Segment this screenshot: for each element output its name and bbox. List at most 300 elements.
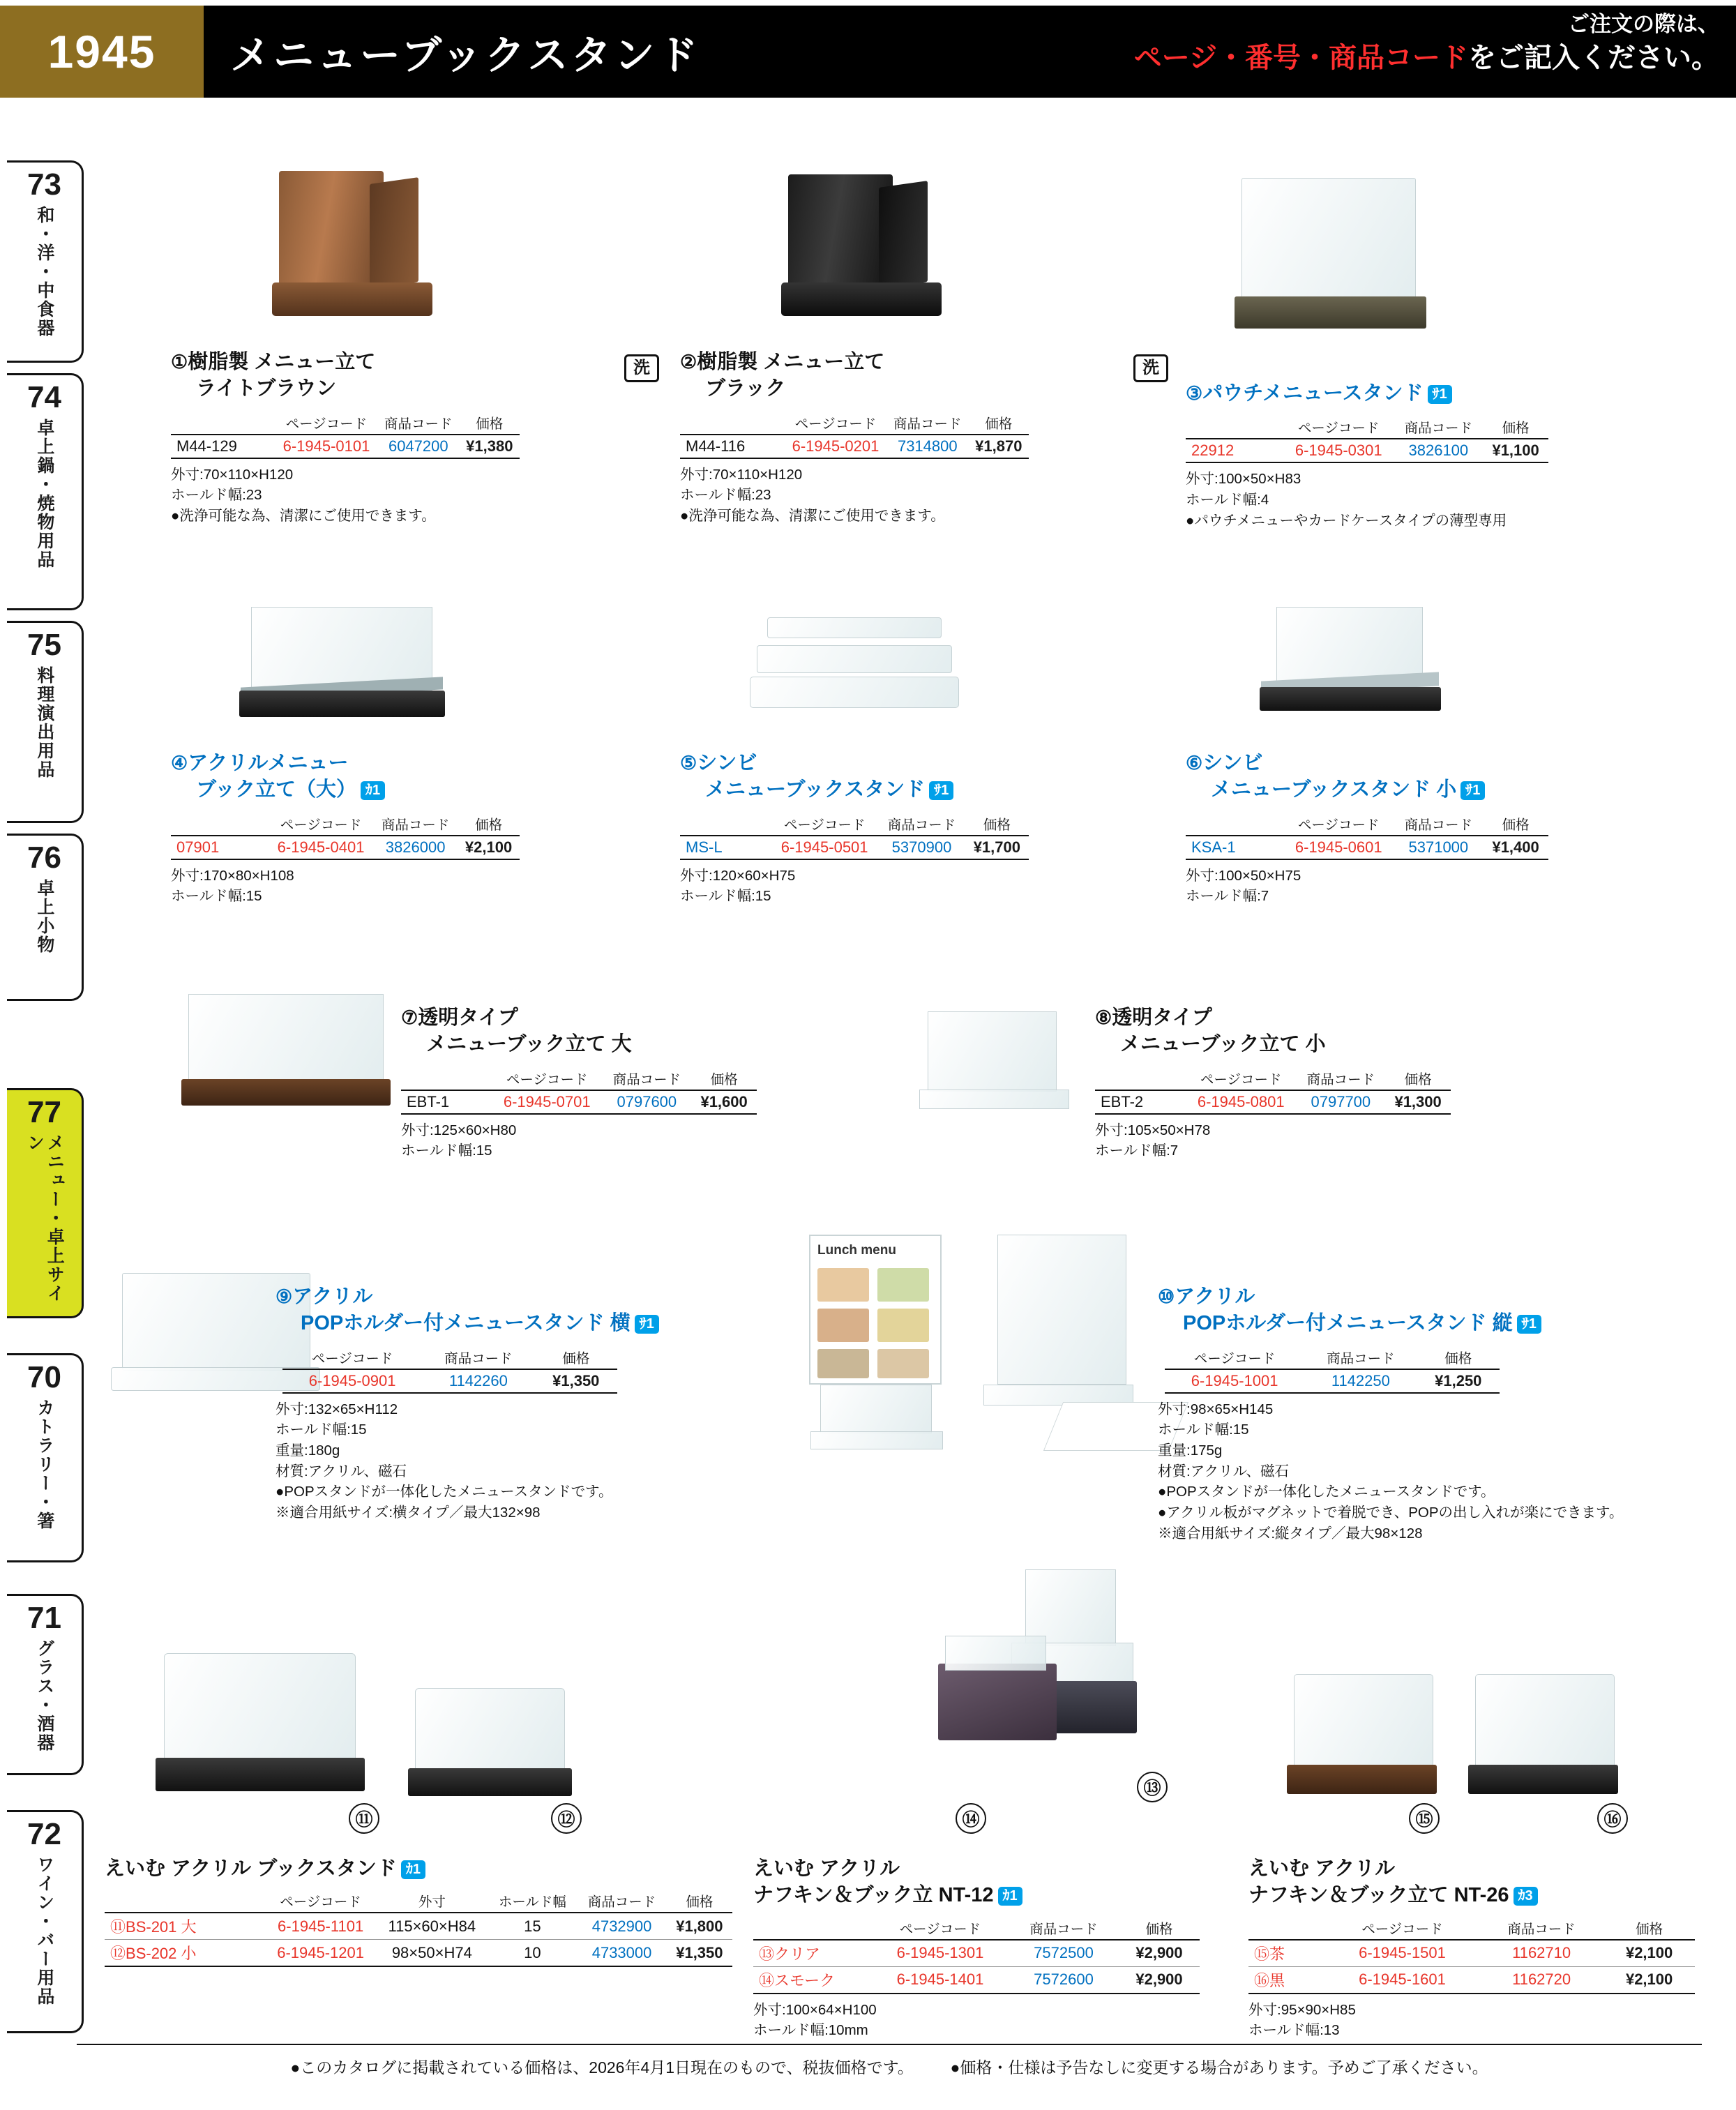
th-price: 価格 <box>1145 1921 1173 1937</box>
product-4-number: ④ <box>171 753 188 774</box>
th-price: 価格 <box>983 817 1011 833</box>
product-11-price: ¥1,800 <box>667 1913 732 1940</box>
product-8-page-code: 6-1945-0801 <box>1186 1090 1296 1114</box>
product-1 <box>171 349 659 527</box>
series-badge: ｶ1 <box>401 1860 425 1879</box>
product-8-item-code: 0797700 <box>1296 1090 1385 1114</box>
product-10-spec-2: 重量:175g <box>1158 1442 1223 1459</box>
series-badge: ｻ1 <box>635 1315 659 1334</box>
product-8-model: EBT-2 <box>1095 1090 1186 1114</box>
th-item-code: 商品コード <box>381 817 450 833</box>
product-1-name <box>171 349 659 402</box>
product-7 <box>401 1004 931 1161</box>
pop-sample-image <box>795 1235 963 1465</box>
product-5-page-code: 6-1945-0501 <box>771 836 878 859</box>
product-10-spec-1: ホールド幅:15 <box>1158 1422 1249 1438</box>
sidebar-item-72-number: 72 <box>27 1817 61 1851</box>
product-3-spec-1: ホールド幅:4 <box>1186 491 1269 508</box>
product-3-spec-0: 外寸:100×50×H83 <box>1186 471 1301 488</box>
product-15-16 <box>1248 1855 1736 2041</box>
product-10-spec-5: ●アクリル板がマグネットで着脱でき、POPの出し入れが楽にできます。 <box>1158 1505 1624 1521</box>
footer <box>77 2044 1702 2078</box>
product-13-price: ¥2,900 <box>1119 1940 1200 1967</box>
product-7-spec-0: 外寸:125×60×H80 <box>401 1122 517 1138</box>
page-title: メニューブックスタンド <box>230 33 701 78</box>
product-16-model <box>1248 1966 1325 1994</box>
sidebar-item-71-label: グラス・酒器 <box>34 1639 54 1752</box>
series-badge: ｶ1 <box>998 1887 1022 1906</box>
product-13-name-line1: えいむ アクリル <box>753 1857 900 1880</box>
product-11-model <box>105 1913 265 1940</box>
table-row <box>105 1940 732 1967</box>
product-3-name <box>1186 380 1716 407</box>
th-page-code: ページコード <box>1193 1350 1276 1366</box>
wash-badge: 洗 <box>624 354 659 382</box>
product-13-page-code: 6-1945-1301 <box>872 1940 1009 1967</box>
product-7-price: ¥1,600 <box>691 1090 757 1114</box>
product-16-price: ¥2,100 <box>1603 1966 1695 1994</box>
sidebar-item-76-number: 76 <box>27 841 61 875</box>
product-6-page-code: 6-1945-0601 <box>1283 836 1394 859</box>
product-3-name-line1: パウチメニュースタンド <box>1202 382 1424 405</box>
product-13-name-line2-wrap <box>753 1882 1297 1908</box>
product-8 <box>1095 1004 1625 1161</box>
product-1-model: M44-129 <box>171 435 276 458</box>
th-item-code: 商品コード <box>1327 1350 1395 1366</box>
product-8-price-table <box>1095 1068 1451 1115</box>
product-5-model: MS-L <box>680 836 771 859</box>
product-14-price: ¥2,900 <box>1119 1966 1200 1994</box>
product-1-name-line1: 樹脂製 メニュー立て <box>188 351 376 373</box>
table-row <box>1186 836 1548 859</box>
product-11-item-code: 4732900 <box>577 1913 666 1940</box>
product-2-spec-1: ホールド幅:23 <box>680 487 771 504</box>
product-14-model-text: スモーク <box>774 1971 836 1989</box>
footer-note-1: ●このカタログに掲載されている価格は、2026年4月1日現在のもので、税抜価格です。 <box>290 2058 914 2077</box>
product-7-name-line2: メニューブック立て 大 <box>426 1033 632 1056</box>
product-11-model-text: BS-201 大 <box>126 1918 197 1936</box>
product-2 <box>680 349 1168 527</box>
th-item-code: 商品コード <box>612 1071 681 1087</box>
product-7-item-code: 0797600 <box>602 1090 691 1114</box>
table-row <box>1165 1369 1500 1393</box>
th-item-code: 商品コード <box>444 1350 513 1366</box>
product-12-number: ⑫ <box>110 1945 126 1963</box>
product-5-specs <box>680 866 1210 907</box>
image-number-12: ⑫ <box>551 1803 582 1834</box>
product-7-name-line1: 透明タイプ <box>418 1007 518 1029</box>
series-badge: ｶ3 <box>1514 1887 1538 1906</box>
product-5-spec-1: ホールド幅:15 <box>680 888 771 905</box>
series-badge: ｻ1 <box>929 781 953 800</box>
product-6-specs <box>1186 866 1716 907</box>
product-15-name-line1: えいむ アクリル <box>1248 1857 1396 1880</box>
product-14-model <box>753 1966 872 1994</box>
sidebar-item-73-label: 和・洋・中食器 <box>34 206 54 338</box>
th-page-code: ページコード <box>1200 1071 1282 1087</box>
table-row <box>401 1090 757 1114</box>
product-2-name-line2: ブラック <box>705 377 786 400</box>
th-item-code: 商品コード <box>1404 817 1473 833</box>
product-15-price: ¥2,100 <box>1603 1940 1695 1967</box>
product-6-model: KSA-1 <box>1186 836 1283 859</box>
table-row <box>105 1913 732 1940</box>
sidebar-item-74[interactable] <box>7 373 84 610</box>
product-6-name-line2: メニューブックスタンド 小 <box>1211 778 1457 801</box>
product-8-name-line1: 透明タイプ <box>1112 1007 1212 1029</box>
th-page-code: ページコード <box>1361 1921 1443 1937</box>
product-16-image <box>1468 1674 1629 1821</box>
th-price: 価格 <box>1404 1071 1432 1087</box>
product-15-image <box>1287 1674 1447 1821</box>
product-9-name-line1: アクリル <box>292 1286 373 1308</box>
product-4-price: ¥2,100 <box>458 836 520 859</box>
product-12-model-text: BS-202 小 <box>126 1945 197 1963</box>
product-7-page-code: 6-1945-0701 <box>492 1090 602 1114</box>
product-1-page-code: 6-1945-0101 <box>276 435 377 458</box>
th-price: 価格 <box>476 416 504 432</box>
series-badge: ｻ1 <box>1428 385 1452 404</box>
side-tab-nav <box>0 133 92 2016</box>
product-13-14-image <box>914 1569 1165 1821</box>
product-6-image <box>1248 607 1458 743</box>
table-row <box>753 1940 1200 1967</box>
series-badge: ｻ1 <box>1460 781 1485 800</box>
sidebar-item-72[interactable] <box>7 1810 84 2033</box>
product-14-number: ⑭ <box>759 1971 775 1989</box>
product-9-page-code: 6-1945-0901 <box>282 1369 422 1393</box>
product-8-specs <box>1095 1120 1625 1161</box>
table-row <box>282 1369 617 1393</box>
th-page-code: ページコード <box>311 1350 393 1366</box>
image-number-13: ⑬ <box>1137 1772 1168 1802</box>
product-14-item-code: 7572600 <box>1009 1966 1119 1994</box>
product-4-name-line2-wrap <box>171 776 659 803</box>
product-4-page-code: 6-1945-0401 <box>269 836 373 859</box>
product-3-item-code: 3826100 <box>1394 439 1483 462</box>
product-4-specs <box>171 866 659 907</box>
product-13-model-text: クリア <box>774 1945 821 1963</box>
product-9-name-line2: POPホルダー付メニュースタンド 横 <box>301 1312 631 1335</box>
product-5-number: ⑤ <box>680 753 697 774</box>
th-price: 価格 <box>710 1071 738 1087</box>
product-14-page-code: 6-1945-1401 <box>872 1966 1009 1994</box>
product-15-name-line2: ナフキン＆ブック立て NT-26 <box>1248 1884 1509 1907</box>
sidebar-item-75-label: 料理演出用品 <box>34 666 54 779</box>
sidebar-item-71[interactable] <box>7 1594 84 1775</box>
product-3-price: ¥1,100 <box>1483 439 1548 462</box>
product-2-page-code: 6-1945-0201 <box>785 435 886 458</box>
product-11-name <box>105 1855 732 1882</box>
product-15-specs <box>1248 2000 1736 2041</box>
product-15-spec-0: 外寸:95×90×H85 <box>1248 2001 1356 2018</box>
product-4-name <box>171 750 659 804</box>
product-2-name <box>680 349 1168 402</box>
product-8-spec-0: 外寸:105×50×H78 <box>1095 1122 1211 1138</box>
product-12-page-code: 6-1945-1201 <box>265 1940 376 1967</box>
product-15-name-line2-wrap <box>1248 1882 1736 1908</box>
product-10-spec-3: 材質:アクリル、磁石 <box>1158 1463 1289 1479</box>
th-item-code: 商品コード <box>1029 1921 1098 1937</box>
product-10-spec-0: 外寸:98×65×H145 <box>1158 1401 1274 1417</box>
wash-badge: 洗 <box>1133 354 1168 382</box>
product-7-spec-1: ホールド幅:15 <box>401 1143 492 1159</box>
product-9-spec-1: ホールド幅:15 <box>276 1422 367 1438</box>
product-2-spec-0: 外寸:70×110×H120 <box>680 466 803 483</box>
product-1-price: ¥1,380 <box>460 435 520 458</box>
product-10 <box>1158 1283 1730 1544</box>
product-2-name-line1: 樹脂製 メニュー立て <box>697 351 885 373</box>
th-page-code: ページコード <box>783 817 866 833</box>
product-5-price-table <box>680 813 1029 860</box>
th-page-code: ページコード <box>794 416 877 432</box>
product-12-price: ¥1,350 <box>667 1940 732 1967</box>
th-price: 価格 <box>1502 421 1530 437</box>
product-5-name-line2: メニューブックスタンド <box>705 778 926 801</box>
product-11-number: ⑪ <box>110 1918 126 1936</box>
product-9-number: ⑨ <box>276 1286 293 1307</box>
product-5-image <box>739 614 969 746</box>
product-3-specs <box>1186 469 1716 531</box>
product-13-specs <box>753 2000 1297 2041</box>
order-note-line2 <box>1092 39 1719 77</box>
product-16-page-code: 6-1945-1601 <box>1325 1966 1479 1994</box>
th-price: 価格 <box>475 817 503 833</box>
th-page-code: ページコード <box>280 1894 361 1911</box>
product-10-image <box>969 1228 1186 1458</box>
sidebar-item-73-number: 73 <box>27 167 61 202</box>
page-number: 1945 <box>0 6 204 98</box>
product-15-number: ⑮ <box>1254 1945 1270 1963</box>
th-price: 価格 <box>985 416 1013 432</box>
product-1-item-code: 6047200 <box>377 435 460 458</box>
product-4-item-code: 3826000 <box>373 836 458 859</box>
product-7-price-table <box>401 1068 757 1115</box>
image-number-15: ⑮ <box>1409 1803 1440 1834</box>
product-16-model-text: 黒 <box>1269 1971 1285 1989</box>
image-number-11: ⑪ <box>349 1803 379 1834</box>
footer-note-2: ●価格・仕様は予告なしに変更する場合があります。予めご了承ください。 <box>950 2058 1488 2077</box>
product-4-name-line1: アクリルメニュー <box>188 752 349 774</box>
product-6-price: ¥1,400 <box>1483 836 1548 859</box>
product-11-name-line1: えいむ アクリル ブックスタンド <box>105 1857 397 1880</box>
product-10-price-table <box>1165 1347 1500 1394</box>
product-6-spec-1: ホールド幅:7 <box>1186 888 1269 905</box>
product-16-number: ⑯ <box>1254 1971 1270 1989</box>
product-9-price: ¥1,350 <box>535 1369 617 1393</box>
product-16-item-code: 1162720 <box>1479 1966 1603 1994</box>
product-13-14 <box>753 1855 1297 2041</box>
th-page-code: ページコード <box>1297 421 1380 437</box>
table-row <box>1095 1090 1451 1114</box>
product-10-item-code: 1142250 <box>1304 1369 1417 1393</box>
product-13-model <box>753 1940 872 1967</box>
product-11-size: 115×60×H84 <box>376 1913 488 1940</box>
th-item-code: 商品コード <box>887 817 956 833</box>
th-hold: ホールド幅 <box>498 1894 566 1911</box>
product-7-specs <box>401 1120 931 1161</box>
product-3-page-code: 6-1945-0301 <box>1283 439 1394 462</box>
product-8-price: ¥1,300 <box>1385 1090 1451 1114</box>
th-item-code: 商品コード <box>1404 421 1473 437</box>
table-row <box>1248 1966 1695 1994</box>
th-item-code: 商品コード <box>1306 1071 1375 1087</box>
product-10-page-code: 6-1945-1001 <box>1165 1369 1304 1393</box>
table-row <box>1186 439 1548 462</box>
table-row <box>171 836 520 859</box>
sidebar-item-77-number: 77 <box>27 1095 61 1129</box>
product-5-price: ¥1,700 <box>965 836 1029 859</box>
sidebar-item-74-number: 74 <box>27 380 61 414</box>
product-1-specs <box>171 465 659 527</box>
product-5-name <box>680 750 1210 804</box>
sidebar-item-70[interactable] <box>7 1353 84 1562</box>
product-10-price: ¥1,250 <box>1417 1369 1500 1393</box>
th-page-code: ページコード <box>506 1071 588 1087</box>
product-12-model <box>105 1940 265 1967</box>
product-15-price-table <box>1248 1917 1695 1994</box>
product-8-image <box>914 1011 1088 1137</box>
table-row <box>680 435 1029 458</box>
product-8-name-line2: メニューブック立て 小 <box>1120 1033 1326 1056</box>
product-5-spec-0: 外寸:120×60×H75 <box>680 867 796 884</box>
product-1-name-line2: ライトブラウン <box>196 377 337 400</box>
sidebar-item-75-number: 75 <box>27 628 61 662</box>
product-6-item-code: 5371000 <box>1394 836 1483 859</box>
product-8-number: ⑧ <box>1095 1007 1112 1028</box>
sidebar-item-76-label: 卓上小物 <box>34 879 54 954</box>
product-2-spec-2: ●洗浄可能な為、清潔にご使用できます。 <box>680 507 945 524</box>
product-11-12 <box>105 1855 732 1967</box>
product-10-specs <box>1158 1399 1730 1544</box>
product-4 <box>171 750 659 907</box>
th-price: 価格 <box>1444 1350 1472 1366</box>
product-2-specs <box>680 465 1168 527</box>
product-5-name-line2-wrap <box>680 776 1210 803</box>
product-4-spec-0: 外寸:170×80×H108 <box>171 867 294 884</box>
product-4-spec-1: ホールド幅:15 <box>171 888 262 905</box>
sidebar-item-70-label: カトラリー・箸 <box>34 1399 54 1530</box>
product-2-price-table <box>680 412 1029 459</box>
product-4-model: 07901 <box>171 836 269 859</box>
product-12-size: 98×50×H74 <box>376 1940 488 1967</box>
product-2-image <box>774 174 949 331</box>
product-5-item-code: 5370900 <box>878 836 965 859</box>
product-3-number: ③ <box>1186 383 1203 404</box>
th-item-code: 商品コード <box>893 416 962 432</box>
product-3 <box>1186 380 1716 531</box>
product-15-name <box>1248 1855 1736 1909</box>
th-price: 価格 <box>562 1350 590 1366</box>
product-15-spec-1: ホールド幅:13 <box>1248 2022 1340 2039</box>
product-12-item-code: 4733000 <box>577 1940 666 1967</box>
th-size: 外寸 <box>418 1894 446 1911</box>
table-row <box>680 836 1029 859</box>
th-page-code: ページコード <box>280 817 362 833</box>
product-2-model: M44-116 <box>680 435 785 458</box>
product-7-name <box>401 1004 931 1058</box>
product-7-image <box>174 994 398 1133</box>
product-4-image <box>227 600 457 739</box>
product-5 <box>680 750 1210 907</box>
product-15-model-text: 茶 <box>1269 1945 1285 1963</box>
product-13-spec-1: ホールド幅:10mm <box>753 2022 868 2039</box>
product-2-item-code: 7314800 <box>886 435 969 458</box>
product-12-hold: 10 <box>488 1940 577 1967</box>
product-6-name-line2-wrap <box>1186 776 1716 803</box>
product-13-spec-0: 外寸:100×64×H100 <box>753 2001 877 2018</box>
product-6-name <box>1186 750 1716 804</box>
table-row <box>171 435 520 458</box>
product-13-price-table <box>753 1917 1200 1994</box>
product-1-number: ① <box>171 352 188 372</box>
table-row <box>753 1966 1200 1994</box>
product-6 <box>1186 750 1716 907</box>
product-13-item-code: 7572500 <box>1009 1940 1119 1967</box>
th-price: 価格 <box>1502 817 1530 833</box>
product-13-number: ⑬ <box>759 1945 775 1963</box>
product-9-spec-5: ※適合用紙サイズ:横タイプ／最大132×98 <box>276 1505 541 1521</box>
sidebar-item-70-number: 70 <box>27 1360 61 1394</box>
product-3-model: 22912 <box>1186 439 1283 462</box>
th-item-code: 商品コード <box>384 416 453 432</box>
product-7-number: ⑦ <box>401 1007 418 1028</box>
product-6-spec-0: 外寸:100×50×H75 <box>1186 867 1301 884</box>
table-row <box>1248 1940 1695 1967</box>
th-page-code: ページコード <box>1297 817 1380 833</box>
product-13-name-line2: ナフキン＆ブック立 NT-12 <box>753 1884 994 1907</box>
series-badge: ｻ1 <box>1517 1315 1541 1334</box>
page-header <box>0 0 1736 105</box>
product-1-image <box>265 171 439 331</box>
product-3-price-table <box>1186 416 1548 463</box>
series-badge: ｶ1 <box>361 781 385 800</box>
sidebar-item-77[interactable] <box>7 1088 84 1318</box>
th-price: 価格 <box>686 1894 714 1911</box>
th-item-code: 商品コード <box>587 1894 656 1911</box>
product-11-image <box>150 1653 373 1814</box>
sidebar-item-73[interactable] <box>7 160 84 363</box>
product-8-name <box>1095 1004 1625 1058</box>
product-13-name <box>753 1855 1297 1909</box>
product-11-hold: 15 <box>488 1913 577 1940</box>
order-note-highlight: ページ・番号・商品コード <box>1133 42 1468 73</box>
product-9-spec-3: 材質:アクリル、磁石 <box>276 1463 407 1479</box>
product-12-image <box>405 1688 579 1821</box>
product-9-item-code: 1142260 <box>422 1369 534 1393</box>
product-1-spec-0: 外寸:70×110×H120 <box>171 466 294 483</box>
product-4-price-table <box>171 813 520 860</box>
product-6-number: ⑥ <box>1186 753 1203 774</box>
order-note <box>1092 10 1719 93</box>
product-10-name-line2-wrap <box>1158 1310 1730 1336</box>
product-10-name-line1: アクリル <box>1175 1286 1255 1308</box>
product-15-page-code: 6-1945-1501 <box>1325 1940 1479 1967</box>
product-10-name <box>1158 1283 1730 1337</box>
product-1-spec-1: ホールド幅:23 <box>171 487 262 504</box>
product-11-price-table <box>105 1890 732 1967</box>
sidebar-item-76[interactable] <box>7 834 84 1001</box>
sidebar-item-75[interactable] <box>7 621 84 823</box>
product-10-spec-4: ●POPスタンドが一体化したメニュースタンドです。 <box>1158 1484 1495 1500</box>
th-page-code: ページコード <box>899 1921 981 1937</box>
product-9-spec-0: 外寸:132×65×H112 <box>276 1401 398 1417</box>
sidebar-item-74-label: 卓上鍋・焼物用品 <box>34 419 54 569</box>
sidebar-item-72-label: ワイン・バー用品 <box>34 1855 54 2006</box>
product-10-number: ⑩ <box>1158 1286 1175 1307</box>
product-7-model: EBT-1 <box>401 1090 492 1114</box>
product-2-number: ② <box>680 352 697 372</box>
